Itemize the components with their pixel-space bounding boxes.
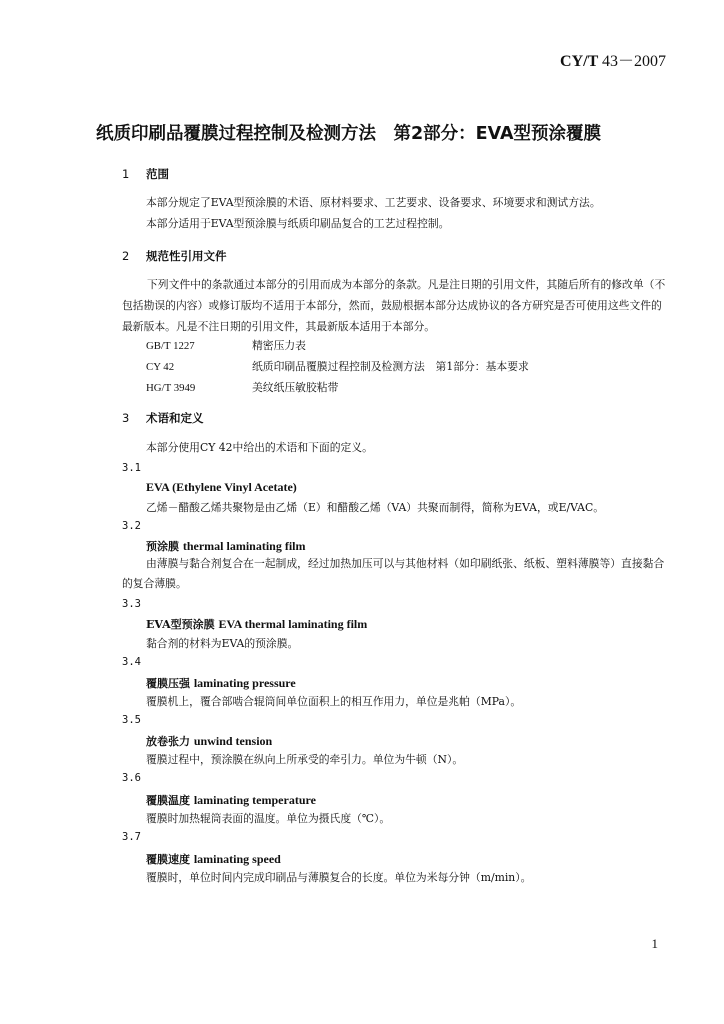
term-english: unwind tension	[193, 734, 273, 748]
term-heading	[146, 733, 272, 749]
term-definition: 覆膜时加热辊筒表面的温度。单位为摄氏度（℃）。	[146, 812, 391, 825]
term-chinese: 覆膜温度	[146, 794, 190, 807]
term-heading	[146, 538, 306, 554]
section-title: 术语和定义	[146, 411, 204, 425]
reference-title: 纸质印刷品覆膜过程控制及检测方法 第1部分：基本要求	[252, 360, 529, 373]
reference-title: 美纹纸压敏胶粘带	[252, 381, 339, 394]
reference-title: 精密压力表	[252, 339, 306, 352]
term-number: 3.2	[122, 520, 141, 532]
term-definition: 乙烯－醋酸乙烯共聚物是由乙烯（E）和醋酸乙烯（VA）共聚而制得，简称为EVA，或E/VAC。	[146, 501, 605, 514]
term-number: 3.7	[122, 831, 141, 843]
term-definition: 覆膜过程中，预涂膜在纵向上所承受的牵引力。单位为牛顿（N）。	[146, 753, 464, 766]
term-chinese: 覆膜压强	[146, 677, 190, 690]
section-number: 3	[122, 411, 130, 425]
section-title: 规范性引用文件	[146, 249, 227, 263]
term-number: 3.6	[122, 772, 141, 784]
term-number: 3.1	[122, 462, 141, 474]
reference-code: GB/T 1227	[146, 340, 195, 352]
reference-code: CY 42	[146, 361, 175, 373]
term-chinese: EVA型预涂膜	[146, 618, 215, 631]
standard-number: 43－2007	[601, 53, 666, 70]
standard-prefix: CY/T	[560, 53, 598, 70]
section-2-heading	[122, 248, 227, 264]
term-definition: 覆膜时，单位时间内完成印刷品与薄膜复合的长度。单位为米每分钟（m/min）。	[146, 871, 532, 884]
section-title: 范围	[146, 167, 169, 181]
term-definition: 黏合剂的材料为EVA的预涂膜。	[146, 637, 299, 650]
section-number: 1	[122, 167, 130, 181]
page-number: 1	[651, 936, 658, 951]
term-number: 3.4	[122, 656, 141, 668]
term-heading	[146, 480, 297, 495]
term-english: EVA (Ethylene Vinyl Acetate)	[146, 480, 297, 494]
term-chinese: 预涂膜	[146, 540, 179, 553]
section-3-heading	[122, 410, 204, 426]
section-2-paragraph: 下列文件中的条款通过本部分的引用而成为本部分的条款。凡是注日期的引用文件，其随后所有的修改单（不包括勘误的内容）或修订版均不适用于本部分，然而，鼓励根据本部分达成协议的各方研究是否可使用这些文件的最新版本。凡是不注日期的引用文件，其最新版本适用于本部分。	[122, 278, 666, 333]
reference-code: HG/T 3949	[146, 382, 196, 394]
term-heading	[146, 616, 367, 632]
term-number: 3.5	[122, 714, 141, 726]
reference-item	[146, 359, 529, 374]
term-definition: 覆膜机上，覆合部啮合辊筒间单位面积上的相互作用力，单位是兆帕（MPa）。	[146, 695, 522, 708]
term-chinese: 覆膜速度	[146, 853, 190, 866]
section-1-paragraph-1: 本部分规定了EVA型预涂膜的术语、原材料要求、工艺要求、设备要求、环境要求和测试方法。	[146, 196, 601, 209]
term-english: laminating temperature	[193, 793, 316, 807]
section-1-paragraph-2: 本部分适用于EVA型预涂膜与纸质印刷品复合的工艺过程控制。	[146, 217, 450, 230]
term-definition: 由薄膜与黏合剂复合在一起制成，经过加热加压可以与其他材料（如印刷纸张、纸板、塑料薄膜等）直接黏合的复合薄膜。	[122, 557, 665, 590]
term-english: laminating speed	[193, 852, 281, 866]
term-english: laminating pressure	[193, 676, 296, 690]
reference-item	[146, 338, 306, 353]
standard-code	[560, 48, 666, 71]
term-heading	[146, 851, 281, 867]
section-number: 2	[122, 249, 130, 263]
term-chinese: 放卷张力	[146, 735, 190, 748]
section-3-intro: 本部分使用CY 42中给出的术语和下面的定义。	[146, 441, 373, 454]
document-title: 纸质印刷品覆膜过程控制及检测方法 第2部分：EVA型预涂覆膜	[96, 124, 602, 144]
section-1-heading	[122, 166, 169, 182]
term-number: 3.3	[122, 598, 141, 610]
term-heading	[146, 792, 316, 808]
term-english: EVA thermal laminating film	[218, 617, 368, 631]
term-heading	[146, 675, 296, 691]
reference-item	[146, 380, 338, 395]
term-english: thermal laminating film	[182, 539, 306, 553]
